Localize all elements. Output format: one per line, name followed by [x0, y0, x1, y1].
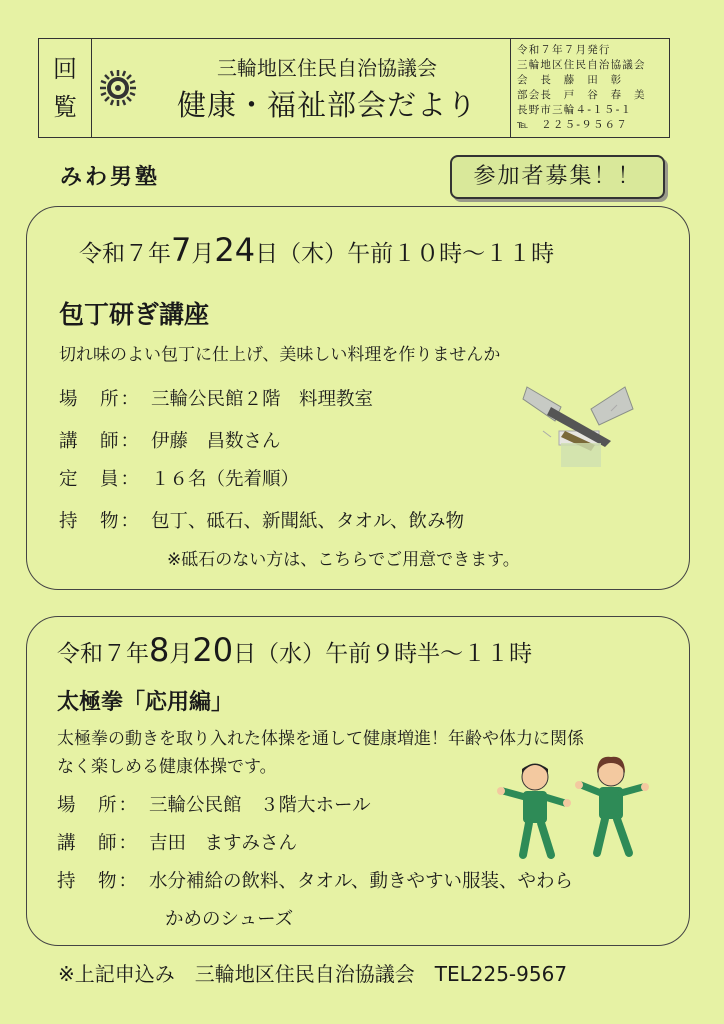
- event1-note: ※砥石のない方は、こちらでご用意できます。: [167, 550, 520, 570]
- row-value: １６名（先着順）: [151, 469, 300, 490]
- organization-name: 三輪地区住民自治協議会: [217, 56, 437, 80]
- event1-row-items: [59, 507, 464, 533]
- president: 会 長 藤 田 彰: [517, 74, 623, 86]
- event1-description: 切れ味のよい包丁に仕上げ、美味しい料理を作りませんか: [59, 345, 501, 365]
- row-label: 講 師：: [57, 833, 140, 854]
- event1-date-month: 7: [171, 231, 192, 269]
- event1-date-day-unit: 日: [255, 241, 279, 267]
- application-contact: ※上記申込み 三輪地区住民自治協議会 TEL225-9567: [58, 962, 568, 986]
- newsletter-name: 健康・福祉部会だより: [176, 88, 477, 122]
- event1-title: 包丁研ぎ講座: [59, 300, 210, 329]
- header-tel: ℡ ２２５-９５６７: [517, 119, 629, 131]
- row-label: 場 所：: [57, 795, 140, 816]
- publication-info: [511, 39, 669, 137]
- event2-date-year: 令和７年: [57, 641, 149, 667]
- event1-date-month-unit: 月: [191, 241, 215, 267]
- event2-date-time: （水）午前９時半～１１時: [256, 641, 533, 667]
- division-head: 部会長 戸 谷 春 美: [517, 89, 646, 101]
- event1-date-year: 令和７年: [79, 241, 171, 267]
- event2-description-line-1: 太極拳の動きを取り入れた体操を通して健康増進！年齢や体力に関係: [57, 729, 584, 749]
- event2-items-continued: かめのシューズ: [165, 909, 294, 930]
- event1-date-time: （木）午前１０時～１１時: [278, 241, 555, 267]
- emblem-icon: [92, 68, 144, 108]
- row-label: 定 員：: [59, 469, 142, 490]
- event2-description-line-2: なく楽しめる健康体操です。: [57, 757, 277, 777]
- event2-date-day-unit: 日: [233, 641, 257, 667]
- event1-date-day: 24: [214, 231, 256, 269]
- address: 長野市三輪４-１５-１: [517, 104, 633, 116]
- event1-row-capacity: [59, 465, 299, 491]
- club-name: みわ男塾: [60, 164, 161, 190]
- newsletter-header: [38, 38, 670, 138]
- publish-date: 令和７年７月発行: [517, 44, 611, 56]
- row-value: 吉田 ますみさん: [149, 833, 298, 854]
- row-label: 持 物：: [57, 871, 140, 892]
- event1-row-instructor: [59, 427, 281, 453]
- event2-row-items: [57, 867, 573, 893]
- row-value: 三輪公民館２階 料理教室: [151, 389, 374, 410]
- event2-date-day: 20: [192, 631, 234, 669]
- row-label: 場 所：: [59, 389, 142, 410]
- event-card-knife-sharpening: [26, 206, 690, 590]
- circulation-mark: [39, 39, 92, 137]
- tai-chi-people-illustration: [493, 755, 653, 865]
- event2-title: 太極拳「応用編」: [57, 690, 234, 715]
- event2-date-month: 8: [149, 631, 170, 669]
- row-label: 持 物：: [59, 511, 142, 532]
- recruit-badge: 参加者募集！！: [450, 155, 665, 199]
- event1-date: [79, 231, 554, 269]
- event2-row-place: [57, 791, 371, 817]
- event-card-tai-chi: [26, 616, 690, 946]
- knife-sharpening-illustration: [521, 381, 637, 471]
- header-title-block: [92, 39, 511, 137]
- row-value: 水分補給の飲料、タオル、動きやすい服装、やわら: [149, 871, 574, 892]
- circulation-char-2: 覧: [53, 93, 77, 121]
- row-value: 包丁、砥石、新聞紙、タオル、飲み物: [151, 511, 465, 532]
- row-value: 伊藤 昌数さん: [151, 431, 281, 452]
- row-label: 講 師：: [59, 431, 142, 452]
- event2-date-month-unit: 月: [169, 641, 193, 667]
- issuer: 三輪地区住民自治協議会: [517, 59, 646, 71]
- row-value: 三輪公民館 ３階大ホール: [149, 795, 371, 816]
- event2-row-instructor: [57, 829, 297, 855]
- circulation-char-1: 回: [53, 55, 77, 83]
- event2-date: [57, 631, 532, 669]
- event1-row-place: [59, 385, 373, 411]
